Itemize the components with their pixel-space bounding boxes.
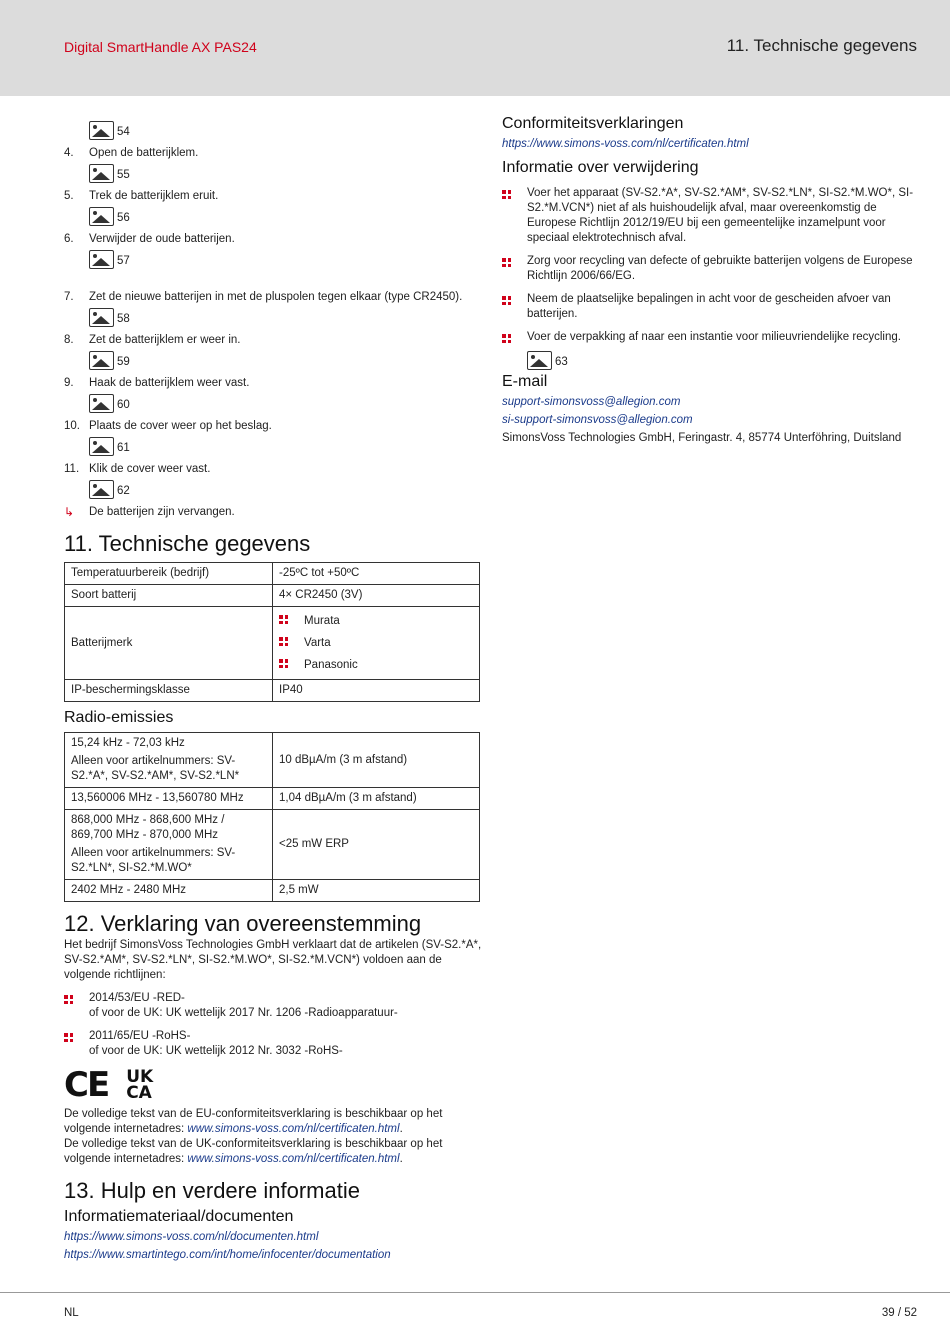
conformity-intro: Het bedrijf SimonsVoss Technologies GmbH verklaart dat de artikelen (SV-S2.*A*, SV-S2.*AM*, SV-S2.*LN*, SI-S2.*M.WO*, SI-S2.*M.VCN*) voldoen aan de volgende richtlijnen: <box>64 939 482 981</box>
section-title-conformity: 12. Verklaring van overeenstemming <box>64 911 422 936</box>
directive-uk: of voor de UK: UK wettelijk 2017 Nr. 1206 -Radioapparatuur- <box>89 1007 398 1019</box>
step-number: 9. <box>64 377 74 389</box>
bullet-icon <box>502 334 511 343</box>
bullet-icon <box>279 659 288 668</box>
frequency-range: 15,24 kHz - 72,03 kHz <box>71 737 185 749</box>
directive-uk: of voor de UK: UK wettelijk 2012 Nr. 3032 -RoHS- <box>89 1045 343 1057</box>
step-number: 4. <box>64 147 74 159</box>
right-column <box>502 114 917 446</box>
image-number: 61 <box>117 442 130 454</box>
subsection-title-email: E-mail <box>502 373 548 390</box>
table-row <box>65 563 480 585</box>
step-number: 10. <box>64 420 80 432</box>
table-cell: 4× CR2450 (3V) <box>273 585 480 607</box>
table-cell: Soort batterij <box>65 585 273 607</box>
image-number: 56 <box>117 212 130 224</box>
image-icon <box>89 480 114 499</box>
table-cell: 1,04 dBµA/m (3 m afstand) <box>273 788 480 810</box>
bullet-icon <box>502 190 511 199</box>
table-cell: -25ºC tot +50ºC <box>273 563 480 585</box>
footer-page-number: 39 / 52 <box>881 1307 917 1319</box>
step-item <box>64 140 482 183</box>
image-number: 54 <box>117 126 130 138</box>
table-cell: 2,5 mW <box>273 880 480 902</box>
table-cell <box>65 733 273 788</box>
table-row <box>65 880 480 902</box>
support-email-link[interactable]: support-simonsvoss@allegion.com <box>502 396 681 408</box>
step-number: 11. <box>64 463 80 475</box>
uk-declaration: De volledige tekst van de UK-conformiteitsverklaring is beschikbaar op het volgende internetadres: www.simons-voss.com/nl/certificaten.html. <box>64 1138 443 1165</box>
company-address: SimonsVoss Technologies GmbH, Feringastr. 4, 85774 Unterföhring, Duitsland <box>502 432 902 444</box>
ukca-bottom: CA <box>126 1083 152 1103</box>
directive: 2011/65/EU -RoHS- <box>89 1030 191 1042</box>
list-item <box>502 292 917 322</box>
section-title-radio: Radio-emissies <box>64 709 174 726</box>
image-icon <box>89 207 114 226</box>
infocenter-link[interactable]: https://www.smartintego.com/int/home/infocenter/documentation <box>64 1249 391 1261</box>
image-icon <box>89 351 114 370</box>
image-reference <box>89 118 482 140</box>
step-list <box>64 140 482 499</box>
article-note: Alleen voor artikelnummers: SV-S2.*LN*, SI-S2.*M.WO* <box>71 847 236 874</box>
subsection-title-conformity: Conformiteitsverklaringen <box>502 115 684 132</box>
section-title-tech: 11. Technische gegevens <box>64 531 311 556</box>
step-item <box>64 456 482 499</box>
list-item <box>64 1029 482 1059</box>
step-text: Trek de batterijklem eruit. <box>89 190 219 202</box>
step-text: Verwijder de oude batterijen. <box>89 233 235 245</box>
table-row <box>65 607 480 680</box>
bullet-icon <box>279 615 288 624</box>
step-number: 5. <box>64 190 74 202</box>
ce-mark-icon: CE <box>64 1065 109 1105</box>
bullet-icon <box>64 1033 73 1042</box>
step-number: 6. <box>64 233 74 245</box>
step-item <box>64 370 482 413</box>
section-title-help: 13. Hulp en verdere informatie <box>64 1178 360 1203</box>
list-item <box>279 610 473 632</box>
product-name: Digital SmartHandle AX PAS24 <box>64 39 257 55</box>
result-line <box>64 505 482 520</box>
disposal-text: Neem de plaatselijke bepalingen in acht voor de gescheiden afvoer van batterijen. <box>527 293 891 320</box>
image-icon <box>89 121 114 140</box>
si-support-email-link[interactable]: si-support-simonsvoss@allegion.com <box>502 414 693 426</box>
bullet-icon <box>279 637 288 646</box>
image-number: 57 <box>117 255 130 267</box>
brand-name: Varta <box>304 636 331 649</box>
list-item <box>64 991 482 1021</box>
certification-marks <box>64 1067 482 1103</box>
result-text: De batterijen zijn vervangen. <box>89 506 235 518</box>
bullet-icon <box>64 995 73 1004</box>
table-cell: IP-beschermingsklasse <box>65 680 273 702</box>
step-text: Haak de batterijklem weer vast. <box>89 377 250 389</box>
image-icon <box>527 351 552 370</box>
bullet-icon <box>502 258 511 267</box>
subsection-title-disposal: Informatie over verwijdering <box>502 159 699 176</box>
table-cell: Temperatuurbereik (bedrijf) <box>65 563 273 585</box>
eu-certificate-link[interactable]: www.simons-voss.com/nl/certificaten.html <box>187 1123 400 1135</box>
result-arrow-icon: ↳ <box>64 505 75 519</box>
disposal-text: Zorg voor recycling van defecte of gebruikte batterijen volgens de Europese Richtlijn 2006/66/EG. <box>527 255 913 282</box>
table-row <box>65 788 480 810</box>
image-reference <box>527 348 917 370</box>
image-icon <box>89 437 114 456</box>
brand-name: Panasonic <box>304 658 358 671</box>
table-row <box>65 680 480 702</box>
table-row <box>65 585 480 607</box>
bullet-icon <box>502 296 511 305</box>
image-icon <box>89 164 114 183</box>
certificates-link[interactable]: https://www.simons-voss.com/nl/certificaten.html <box>502 138 749 150</box>
list-item <box>502 330 917 348</box>
step-item <box>64 226 482 269</box>
image-number: 55 <box>117 169 130 181</box>
step-text: Klik de cover weer vast. <box>89 463 211 475</box>
step-number: 7. <box>64 291 74 303</box>
list-item <box>502 254 917 284</box>
image-number: 62 <box>117 485 130 497</box>
table-cell <box>65 810 273 880</box>
step-text: Plaats de cover weer op het beslag. <box>89 420 272 432</box>
tech-table <box>64 562 480 702</box>
table-cell: Batterijmerk <box>65 607 273 680</box>
image-icon <box>89 250 114 269</box>
list-item <box>502 186 917 246</box>
ukca-mark-icon <box>126 1069 153 1101</box>
list-item <box>279 654 473 676</box>
image-number: 58 <box>117 313 130 325</box>
step-item <box>64 183 482 226</box>
step-number: 8. <box>64 334 74 346</box>
subsection-title-docs: Informatiemateriaal/documenten <box>64 1208 294 1225</box>
table-row <box>65 733 480 788</box>
table-cell <box>273 607 480 680</box>
image-number: 60 <box>117 399 130 411</box>
step-item <box>64 269 482 327</box>
image-number: 59 <box>117 356 130 368</box>
page-header <box>0 0 950 96</box>
step-text: Zet de batterijklem er weer in. <box>89 334 241 346</box>
directive: 2014/53/EU -RED- <box>89 992 185 1004</box>
brand-name: Murata <box>304 614 340 627</box>
ukca-top: UK <box>126 1067 154 1087</box>
step-text: Zet de nieuwe batterijen in met de pluspolen tegen elkaar (type CR2450). <box>89 291 463 303</box>
article-note: Alleen voor artikelnummers: SV-S2.*A*, SV-S2.*AM*, SV-S2.*LN* <box>71 755 240 782</box>
table-cell: 13,560006 MHz - 13,560780 MHz <box>65 788 273 810</box>
image-icon <box>89 394 114 413</box>
table-cell: IP40 <box>273 680 480 702</box>
table-cell: <25 mW ERP <box>273 810 480 880</box>
table-cell: 2402 MHz - 2480 MHz <box>65 880 273 902</box>
footer-divider <box>0 1292 950 1293</box>
image-number: 63 <box>555 356 568 368</box>
eu-declaration: De volledige tekst van de EU-conformiteitsverklaring is beschikbaar op het volgende internetadres: www.simons-voss.com/nl/certificaten.html. <box>64 1108 443 1135</box>
list-item <box>279 632 473 654</box>
frequency-range: 868,000 MHz - 868,600 MHz / 869,700 MHz - 870,000 MHz <box>71 814 225 841</box>
chapter-title: 11. Technische gegevens <box>726 36 917 55</box>
table-row <box>65 810 480 880</box>
disposal-text: Voer het apparaat (SV-S2.*A*, SV-S2.*AM*, SV-S2.*LN*, SI-S2.*M.WO*, SI-S2.*M.VCN*) niet af als huishoudelijk afval, maar overeenkomstig de Europese Richtlijn 2012/19/EU bij een gemeentelijke inzamelpunt voor speciaal elektrotechnisch afval. <box>527 187 914 244</box>
step-item <box>64 327 482 370</box>
step-text: Open de batterijklem. <box>89 147 199 159</box>
left-column <box>64 118 482 1263</box>
step-item <box>64 413 482 456</box>
disposal-text: Voer de verpakking af naar een instantie voor milieuvriendelijke recycling. <box>527 331 901 343</box>
uk-certificate-link[interactable]: www.simons-voss.com/nl/certificaten.html <box>187 1153 400 1165</box>
table-cell: 10 dBµA/m (3 m afstand) <box>273 733 480 788</box>
image-icon <box>89 308 114 327</box>
documents-link[interactable]: https://www.simons-voss.com/nl/documenten.html <box>64 1231 319 1243</box>
footer-language: NL <box>64 1307 79 1319</box>
radio-table <box>64 732 480 902</box>
